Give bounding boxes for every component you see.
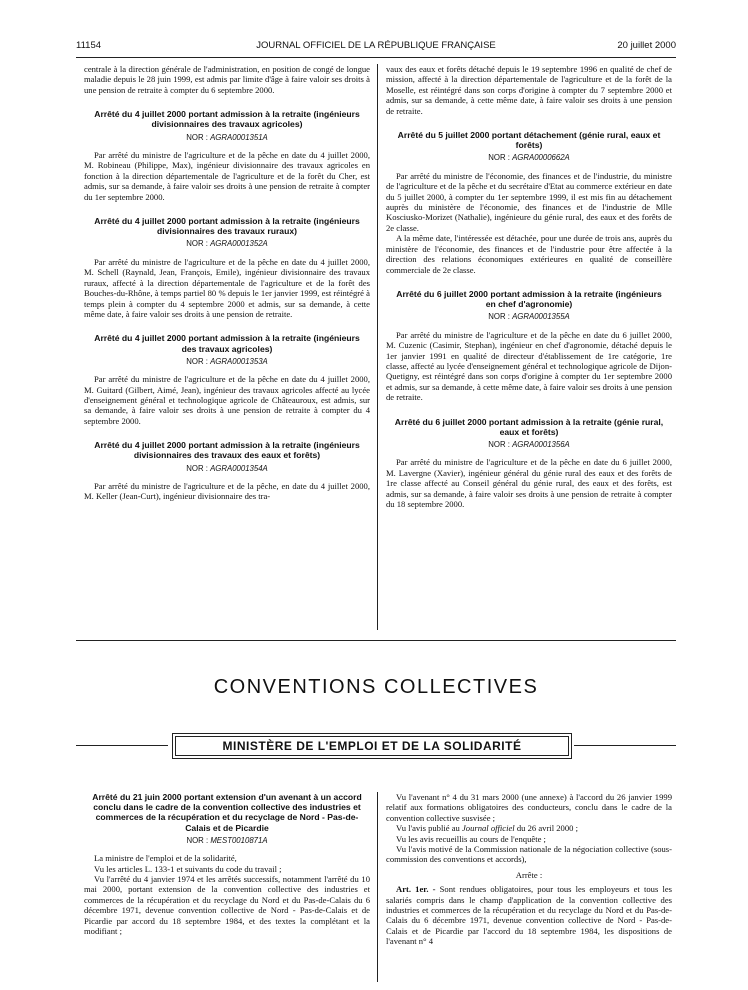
paragraph: Vu l'arrêté du 4 janvier 1974 et les arrêtés successifs, notamment l'arrêté du 10 mai 2000, portant extension de la convention collective des industries et commerces de la récupération et du recyclage du Nord et du Pas-de-Calais du 6 décembre 1971, devenue convention collective de Nord - Pas-de-Calais et de Picardie par accord du 18 septembre 1984, et des textes la complétant et la modifiant ; xyxy=(84,874,370,937)
nor-reference: NOR : AGRA0001351A xyxy=(186,132,268,142)
conventions-title: CONVENTIONS COLLECTIVES xyxy=(213,676,539,698)
right-intro: vaux des eaux et forêts détaché depuis le 19 septembre 1996 en qualité de chef de mission, affecté à la direction départementale de l'agriculture et de la forêt de la Moselle, est réintégré dans son corps d'origine à compter du 7 septembre 2000 et admis, sur sa demande, à cette même date, à faire valoir ses droits à une pension de retraite. xyxy=(386,64,672,116)
article-1: Art. 1er. - Sont rendues obligatoires, pour tous les employeurs et tous les salariés compris dans le champ d'application de la convention collective des industries et commerces de la récupération et du recyclage du Nord et du Pas-de-Calais du 6 décembre 1971, devenue convention collective de Nord - Pas-de-Calais et de Picardie par l'accord du 18 septembre 1984, les dispositions de l'avenant n° 4 xyxy=(386,884,672,947)
section-title: Arrêté du 4 juillet 2000 portant admission à la retraite (ingénieurs divisionnaires des travaux ruraux) xyxy=(94,216,360,237)
nor-reference: NOR : AGRA0001356A xyxy=(488,439,570,449)
section-title: Arrêté du 6 juillet 2000 portant admission à la retraite (ingénieurs en chef d'agronomie) xyxy=(396,288,662,310)
ministry-banner xyxy=(172,733,572,759)
nor-reference: NOR : MEST0010871A xyxy=(186,835,268,845)
left-column xyxy=(84,64,370,502)
paragraph: La ministre de l'emploi et de la solidarité, xyxy=(94,853,237,864)
paragraph: Vu l'avenant n° 4 du 31 mars 2000 (une annexe) à l'accord du 26 janvier 1999 relatif aux formations obligatoires des conducteurs, conclu dans le cadre de la convention collective susvisée ; xyxy=(386,792,672,823)
section-body: Par arrêté du ministre de l'agriculture et de la pêche en date du 4 juillet 2000, M. Guitard (Gilbert, Aimé, Jean), ingénieur des travaux agricoles affecté au lycée d'enseignement général et technologique agricole de Châteauroux, est admis, sur sa demande, à faire valoir ses droits à une pension de retraite à compter du 4 septembre 2000. xyxy=(84,374,370,426)
header-rule xyxy=(76,57,676,58)
journal-title: JOURNAL OFFICIEL DE LA RÉPUBLIQUE FRANÇAISE xyxy=(256,40,496,51)
arrete-line: Arrête : xyxy=(515,869,543,880)
section-title: Arrêté du 4 juillet 2000 portant admission à la retraite (ingénieurs des travaux agricoles) xyxy=(94,333,360,354)
section-title: Arrêté du 4 juillet 2000 portant admission à la retraite (ingénieurs divisionnaires des travaux des eaux et forêts) xyxy=(94,440,360,461)
nor-reference: NOR : AGRA0001355A xyxy=(488,312,570,322)
bottom-right-column xyxy=(386,792,672,947)
ministry-title: MINISTÈRE DE L'EMPLOI ET DE LA SOLIDARITÉ xyxy=(175,736,569,756)
nor-reference: NOR : AGRA0001354A xyxy=(186,463,268,473)
right-column xyxy=(386,64,672,509)
section-body: Par arrêté du ministre de l'agriculture et de la pêche, en date du 4 juillet 2000, M. Keller (Jean-Curt), ingénieur divisionnaire des tra- xyxy=(84,480,370,502)
column-divider xyxy=(377,64,378,630)
issue-date: 20 juillet 2000 xyxy=(617,40,676,51)
bottom-left-column xyxy=(84,792,370,936)
nor-reference: NOR : AGRA0001353A xyxy=(186,356,268,366)
paragraph: Vu l'avis motivé de la Commission nationale de la négociation collective (sous-commission des conventions et accords), xyxy=(386,844,672,865)
section-body: Par arrêté du ministre de l'économie, des finances et de l'industrie, du ministre de l'agriculture et de la pêche et du secrétaire d'Etat au commerce extérieur en date du 5 juillet 2000, à compter du 1er septembre 1999, il est mis fin au détachement auprès du ministère de l'économie, des finances et de l'industrie de Mlle Kosciusko-Morizet (Nathalie), ingénieure du génie rural, des eaux et des forêts de 2e classe. xyxy=(386,170,672,233)
section-title: Arrêté du 21 juin 2000 portant extension d'un avenant à un accord conclu dans le cadre de la convention collective des industries et commerces de la récupération et du recyclage de Nord - Pas-de-Calais et de Picardie xyxy=(92,792,362,833)
paragraph: Vu l'avis publié au Journal officiel du 26 avril 2000 ; xyxy=(396,823,578,834)
section-body: A la même date, l'intéressée est détachée, pour une durée de trois ans, auprès du ministère de l'économie, des finances et de l'industrie pour être affectée à la direction des relations économiques extérieures en qualité de conseillère commerciale de 2e classe. xyxy=(386,233,672,275)
section-body: Par arrêté du ministre de l'agriculture et de la pêche en date du 6 juillet 2000, M. Cuzenic (Casimir, Stephan), ingénieur en chef d'agronomie, détaché depuis le 1er janvier 1991 en qualité de directeur d'établissement de 1re catégorie, 1re classe, affecté au lycée d'enseignement général et technologique agricole de Dijon-Quetigny, est réintégré dans son corps d'origine à compter du 1er septembre 2000 et admis, sur sa demande, à cette même date, à faire valoir ses droits à une pension de retraite. xyxy=(386,329,672,403)
paragraph: Vu les articles L. 133-1 et suivants du code du travail ; xyxy=(94,863,282,874)
nor-reference: NOR : AGRA0001352A xyxy=(186,239,268,249)
section-title: Arrêté du 5 juillet 2000 portant détachement (génie rural, eaux et forêts) xyxy=(397,130,661,151)
section-title: Arrêté du 6 juillet 2000 portant admission à la retraite (génie rural, eaux et forêts) xyxy=(394,416,664,437)
section-title: Arrêté du 4 juillet 2000 portant admission à la retraite (ingénieurs divisionnaires des travaux agricoles) xyxy=(94,109,360,130)
nor-reference: NOR : AGRA0000662A xyxy=(488,153,570,163)
section-rule xyxy=(76,640,676,641)
column-divider xyxy=(377,792,378,982)
page-header xyxy=(76,40,676,54)
page-number: 11154 xyxy=(76,40,102,51)
paragraph: Vu les avis recueillis au cours de l'enquête ; xyxy=(396,833,546,844)
left-intro: centrale à la direction générale de l'administration, en position de congé de longue maladie depuis le 28 juin 1999, est admis par limite d'âge à faire valoir ses droits à une pension de retraite à compter du 6 septembre 2000. xyxy=(84,64,370,95)
section-body: Par arrêté du ministre de l'agriculture et de la pêche en date du 4 juillet 2000, M. Robineau (Philippe, Max), ingénieur divisionnaire des travaux agricoles en fonction à la direction départementale de l'agriculture et de la forêt du Cher, est admis, sur sa demande, à faire valoir ses droits à une pension de retraite à compter du 1er septembre 2000. xyxy=(84,150,370,202)
section-body: Par arrêté du ministre de l'agriculture et de la pêche en date du 4 juillet 2000, M. Schell (Raynald, Jean, François, Emile), ingénieur divisionnaire des travaux ruraux, affecté à la direction départementale de l'agriculture et de la forêt des Bouches-du-Rhône, à temps partiel 80 % depuis le 1er janvier 1999, est réintégré à temps plein à compter du 4 septembre 2000 et admis, sur sa demande, à cette même date, à faire valoir ses droits à une pension de retraite. xyxy=(84,256,370,319)
section-body: Par arrêté du ministre de l'agriculture et de la pêche en date du 6 juillet 2000, M. Lavergne (Xavier), ingénieur général du génie rural des eaux et des forêts de 1re classe affecté au Conseil général du génie rural, des eaux et des forêts, est admis, sur sa demande, à faire valoir ses droits à une pension de retraite à compter du 18 septembre 2000. xyxy=(386,457,672,509)
